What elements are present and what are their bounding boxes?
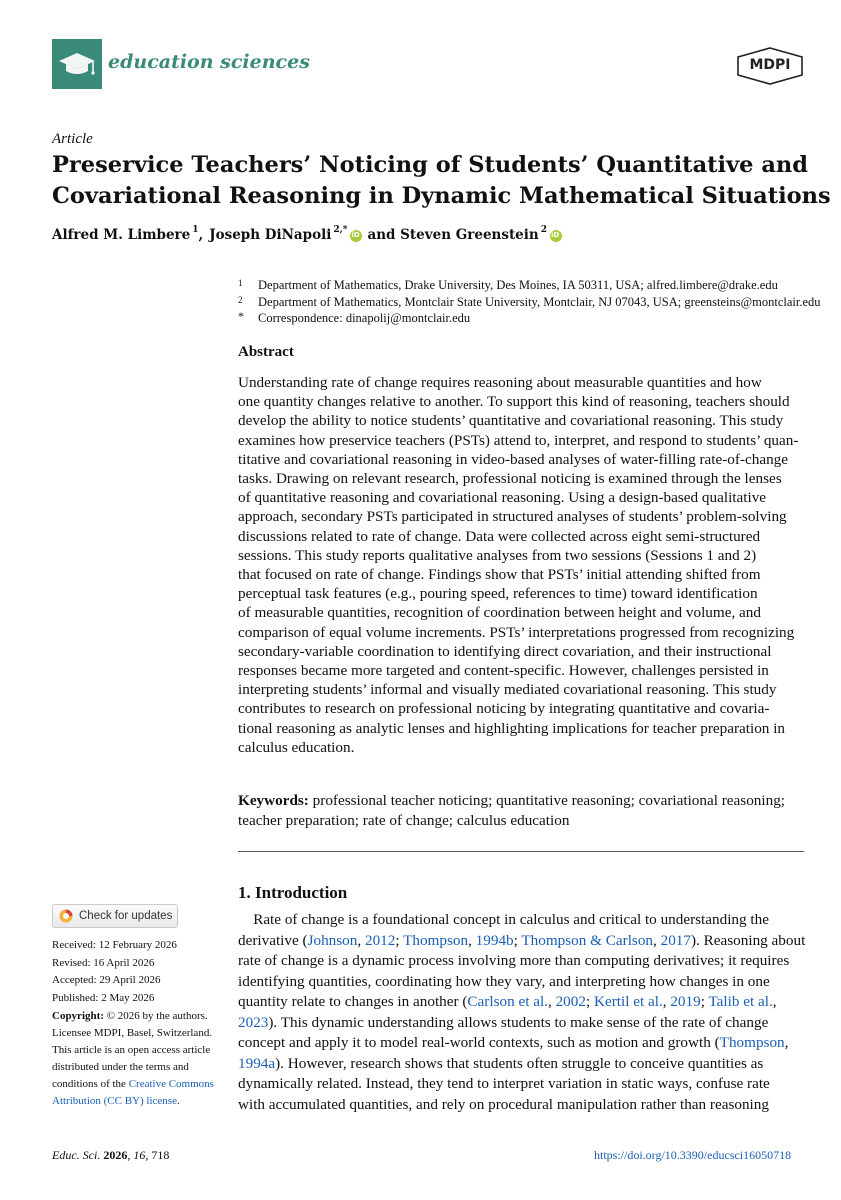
date-accepted: Accepted: 29 April 2026 (52, 974, 161, 987)
abstract-line: of measurable quantities, recognition of coordination between height and volume, and (238, 604, 761, 622)
citation-link[interactable]: Talib et al. (708, 993, 773, 1010)
paragraph-line (238, 1095, 806, 1116)
abstract-line: comparison of equal volume increments. PSTs’ interpretations progressed from recognizing (238, 623, 795, 641)
abstract-line: tional reasoning as analytic lenses and highlighting implications for teacher preparation in (238, 719, 786, 737)
paragraph-text: , (653, 931, 661, 949)
abstract-line: contributes to research on professional noticing by integrating quantitative and covaria- (238, 700, 770, 718)
journal-name[interactable]: education sciences (108, 51, 310, 73)
publisher-logo[interactable] (736, 47, 804, 85)
paragraph-text: , (357, 931, 365, 949)
doi-link[interactable]: https://doi.org/10.3390/educsci16050718 (594, 1148, 792, 1162)
journal-abbrev: Educ. Sci. (52, 1148, 101, 1162)
check-for-updates-button[interactable] (52, 904, 178, 928)
paragraph-text: , (468, 931, 476, 949)
paragraph-line (238, 1013, 806, 1034)
abstract-line: responses became more targeted and content-specific. However, challenges persisted in (238, 662, 769, 680)
keywords (238, 791, 806, 830)
citation-link[interactable]: 2017 (660, 931, 691, 949)
publication-year: 2026 (103, 1148, 128, 1162)
introduction-body (238, 910, 806, 1115)
citation-link[interactable]: Thompson (403, 931, 469, 949)
abstract-line: one quantity changes relative to another. To support this kind of reasoning, teachers should (238, 393, 790, 411)
abstract-heading: Abstract (238, 344, 294, 360)
abstract-line: sessions. This study reports qualitative analyses from two sessions (Sessions 1 and 2) (238, 546, 757, 564)
article-type: Article (52, 131, 93, 147)
license-line: conditions of the Creative Commons (52, 1078, 214, 1090)
paragraph-text: ; (395, 931, 404, 949)
paragraph-text: , (662, 993, 671, 1010)
abstract-body (238, 373, 806, 757)
keywords-text: professional teacher noticing; quantitative reasoning; covariational reasoning; (308, 792, 786, 809)
citation-link[interactable]: Johnson (307, 931, 358, 949)
abstract-line: examines how preservice teachers (PSTs) attend to, interpret, and respond to students’ quan- (238, 431, 799, 449)
paragraph-line (238, 951, 806, 972)
author-affil-mark: 2 (540, 225, 547, 235)
citation-link[interactable]: Thompson (719, 1034, 785, 1051)
paragraph-text: , (547, 993, 556, 1010)
paragraph-text: , (784, 1034, 789, 1051)
creative-commons-link[interactable]: Creative Commons (128, 1078, 214, 1090)
title-line: Preservice Teachers’ Noticing of Students’ Quantitative and (52, 152, 808, 178)
author-list (52, 227, 562, 243)
abstract-line: that focused on rate of change. Findings show that PSTs’ initial attending shifted from (238, 566, 761, 584)
journal-logo[interactable] (52, 39, 102, 89)
date-received: Received: 12 February 2026 (52, 939, 177, 951)
author-name[interactable]: Alfred M. Limbere (52, 227, 191, 243)
citation-link[interactable]: Thompson & Carlson (521, 931, 654, 949)
check-updates-icon (59, 909, 73, 923)
paragraph-text: ). Reasoning about (690, 931, 806, 949)
article-number: , 718 (145, 1148, 170, 1162)
citation-link[interactable]: 1994b (475, 931, 514, 949)
keywords-label: Keywords: (238, 792, 309, 809)
paragraph-line (238, 1074, 806, 1095)
copyright-license (52, 1008, 222, 1110)
abstract-line: calculus education. (238, 738, 355, 756)
license-line: This article is an open access article (52, 1044, 211, 1056)
paragraph-text: ; (513, 931, 522, 949)
author-name[interactable]: Joseph DiNapoli (209, 227, 332, 243)
abstract-line: Understanding rate of change requires reasoning about measurable quantities and how (238, 374, 762, 391)
copyright-label: Copyright: (52, 1010, 104, 1022)
paragraph-text: Rate of change is a foundational concept in calculus and critical to understanding the (238, 911, 769, 928)
license-line: Attribution (CC BY) license. (52, 1095, 180, 1107)
abstract-line: secondary-variable coordination to identifying direct covariation, and their instructional (238, 642, 772, 660)
correspondence-text: Correspondence: dinapolij@montclair.edu (258, 311, 471, 325)
affiliation-text: Department of Mathematics, Montclair State University, Montclair, NJ 07043, USA; greensteins@montclair.edu (258, 294, 821, 309)
orcid-icon[interactable] (350, 230, 362, 242)
paragraph-line (238, 1054, 806, 1075)
license-line: Licensee MDPI, Basel, Switzerland. (52, 1027, 213, 1039)
abstract-line: develop the ability to notice students’ quantitative and covariational reasoning. This study (238, 412, 784, 430)
paragraph-text: ). This dynamic understanding allows students to make sense of the rate of change (268, 1013, 769, 1031)
article-title (52, 150, 831, 212)
cc-by-license-link[interactable]: Attribution (CC BY) license (52, 1095, 177, 1107)
author-affil-mark: 2,* (333, 225, 348, 235)
paragraph-line (238, 972, 806, 993)
abstract-line: discussions related to rate of change. Data were collected across eight semi-structured (238, 527, 761, 545)
affiliation-row (238, 310, 821, 327)
affiliations (238, 277, 821, 327)
affiliation-row (238, 294, 821, 311)
paragraph-text: , (772, 993, 777, 1010)
section-heading: 1. Introduction (238, 883, 348, 902)
keywords-line: teacher preparation; rate of change; calculus education (238, 811, 570, 829)
paragraph-line (238, 1033, 806, 1054)
affiliation-mark: * (238, 309, 244, 323)
affiliation-mark: 2 (238, 294, 243, 305)
citation-link[interactable]: 2023 (238, 1013, 269, 1031)
keywords-line (238, 791, 806, 811)
paragraph-text: dynamically related. Instead, they tend to interpret variation in static ways, confuse rate (238, 1075, 770, 1092)
orcid-icon[interactable] (550, 230, 562, 242)
paragraph-line (238, 931, 806, 952)
abstract-line: of quantitative reasoning and covariational reasoning. Using a design-based qualitative (238, 489, 767, 507)
affiliation-mark: 1 (238, 278, 243, 288)
citation-link[interactable]: Carlson et al. (467, 993, 548, 1010)
author-affil-mark: 1 (192, 225, 199, 235)
author-name[interactable]: and Steven Greenstein (367, 227, 539, 243)
check-for-updates-label: Check for updates (79, 910, 173, 922)
author-separator: , (198, 227, 204, 243)
citation-link[interactable]: 2002 (555, 993, 586, 1010)
paragraph-text: rate of change is a dynamic process involving more than computing derivatives; it requires (238, 952, 790, 969)
title-line: Covariational Reasoning in Dynamic Mathematical Situations (52, 183, 831, 209)
paragraph-text: derivative ( (238, 931, 308, 949)
paragraph-text: with accumulated quantities, and rely on procedural manipulation rather than reasoning (238, 1095, 769, 1113)
graduation-cap-icon (52, 39, 102, 89)
volume-number: 16 (133, 1148, 146, 1162)
date-revised: Revised: 16 April 2026 (52, 956, 155, 969)
abstract-line: titative and covariational reasoning in video-based analyses of water-filling rate-of-change (238, 450, 789, 468)
citation-link[interactable]: 2012 (364, 931, 396, 949)
paragraph-text: quantity relate to changes in another ( (238, 993, 468, 1010)
citation-link[interactable]: 2019 (670, 993, 701, 1010)
abstract-line: interpreting students’ informal and visually mediated covariational reasoning. This study (238, 681, 777, 699)
paragraph-text: concept and apply it to model real-world contexts, such as motion and growth ( (238, 1034, 720, 1051)
paragraph-text: ). However, research shows that students often struggle to conceive quantities as (275, 1054, 764, 1072)
paragraph-line (238, 910, 806, 931)
paragraph-text: ; (585, 993, 594, 1010)
publication-dates (52, 937, 177, 1008)
affiliation-row (238, 277, 821, 294)
abstract-line: tasks. Drawing on relevant research, professional noticing is examined through the lenses (238, 470, 782, 488)
license-line: Copyright: © 2026 by the authors. (52, 1010, 208, 1022)
paragraph-text: ; (700, 993, 709, 1010)
section-divider (238, 851, 804, 852)
date-published: Published: 2 May 2026 (52, 992, 155, 1005)
license-line: distributed under the terms and (52, 1061, 189, 1073)
paragraph-line (238, 992, 806, 1013)
citation-link[interactable]: Kertil et al. (593, 993, 663, 1010)
abstract-line: perceptual task features (e.g., pouring speed, references to time) toward identification (238, 585, 758, 603)
citation-footer: Educ. Sci. 2026, 16, 718 (52, 1148, 170, 1162)
citation-link[interactable]: 1994a (238, 1054, 276, 1072)
affiliation-text: Department of Mathematics, Drake University, Des Moines, IA 50311, USA; alfred.limbere@drake.edu (258, 278, 778, 292)
paragraph-text: identifying quantities, coordinating how they vary, and interpreting how changes in one (238, 972, 770, 990)
publisher-name: MDPI (749, 57, 791, 73)
abstract-line: approach, secondary PSTs participated in structured analyses of students’ problem-solving (238, 508, 787, 526)
